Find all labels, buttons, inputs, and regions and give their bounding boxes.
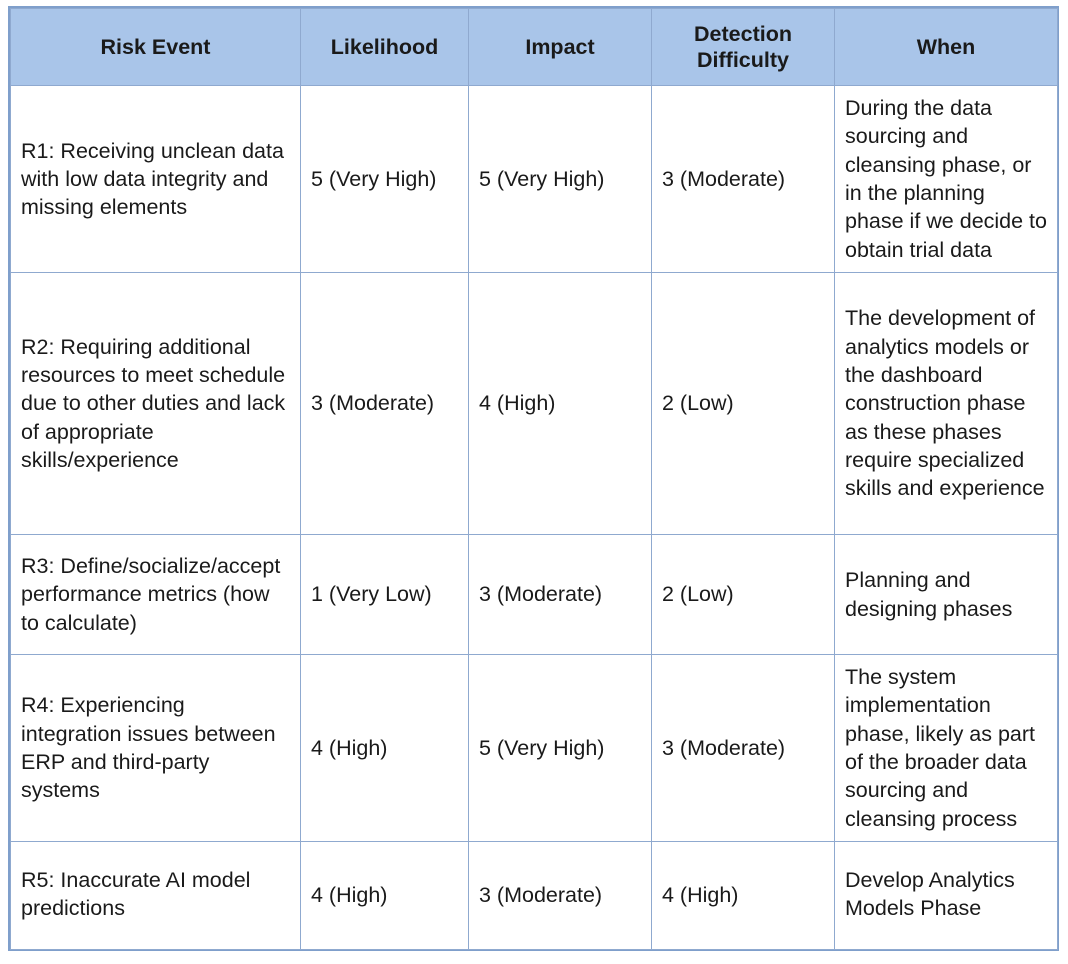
cell-detection-difficulty: 3 (Moderate) (652, 655, 835, 842)
cell-likelihood: 4 (High) (301, 842, 469, 950)
header-likelihood: Likelihood (301, 9, 469, 86)
cell-detection-difficulty: 2 (Low) (652, 273, 835, 535)
cell-detection-difficulty: 3 (Moderate) (652, 86, 835, 273)
risk-table-frame (8, 6, 1059, 951)
header-impact: Impact (469, 9, 652, 86)
table-body (11, 86, 1058, 950)
header-row (11, 9, 1058, 86)
cell-impact: 3 (Moderate) (469, 842, 652, 950)
cell-risk-event: R2: Requiring additional resources to meet schedule due to other duties and lack of appropriate skills/experience (11, 273, 301, 535)
cell-impact: 5 (Very High) (469, 655, 652, 842)
cell-risk-event: R1: Receiving unclean data with low data integrity and missing elements (11, 86, 301, 273)
table-row (11, 86, 1058, 273)
risk-register-table (10, 8, 1058, 950)
table-header (11, 9, 1058, 86)
cell-likelihood: 3 (Moderate) (301, 273, 469, 535)
cell-impact: 4 (High) (469, 273, 652, 535)
table-row (11, 535, 1058, 655)
cell-when: During the data sourcing and cleansing phase, or in the planning phase if we decide to obtain trial data (835, 86, 1058, 273)
table-row (11, 842, 1058, 950)
cell-risk-event: R3: Define/socialize/accept performance metrics (how to calculate) (11, 535, 301, 655)
cell-when: Planning and designing phases (835, 535, 1058, 655)
cell-detection-difficulty: 2 (Low) (652, 535, 835, 655)
header-detection-difficulty: Detection Difficulty (652, 9, 835, 86)
table-row (11, 273, 1058, 535)
cell-impact: 5 (Very High) (469, 86, 652, 273)
cell-when: The development of analytics models or the dashboard construction phase as these phases require specialized skills and experience (835, 273, 1058, 535)
cell-when: Develop Analytics Models Phase (835, 842, 1058, 950)
cell-likelihood: 1 (Very Low) (301, 535, 469, 655)
cell-likelihood: 4 (High) (301, 655, 469, 842)
header-risk-event: Risk Event (11, 9, 301, 86)
header-when: When (835, 9, 1058, 86)
cell-detection-difficulty: 4 (High) (652, 842, 835, 950)
cell-risk-event: R5: Inaccurate AI model predictions (11, 842, 301, 950)
cell-when: The system implementation phase, likely as part of the broader data sourcing and cleansing process (835, 655, 1058, 842)
cell-risk-event: R4: Experiencing integration issues between ERP and third-party systems (11, 655, 301, 842)
cell-impact: 3 (Moderate) (469, 535, 652, 655)
cell-likelihood: 5 (Very High) (301, 86, 469, 273)
table-row (11, 655, 1058, 842)
